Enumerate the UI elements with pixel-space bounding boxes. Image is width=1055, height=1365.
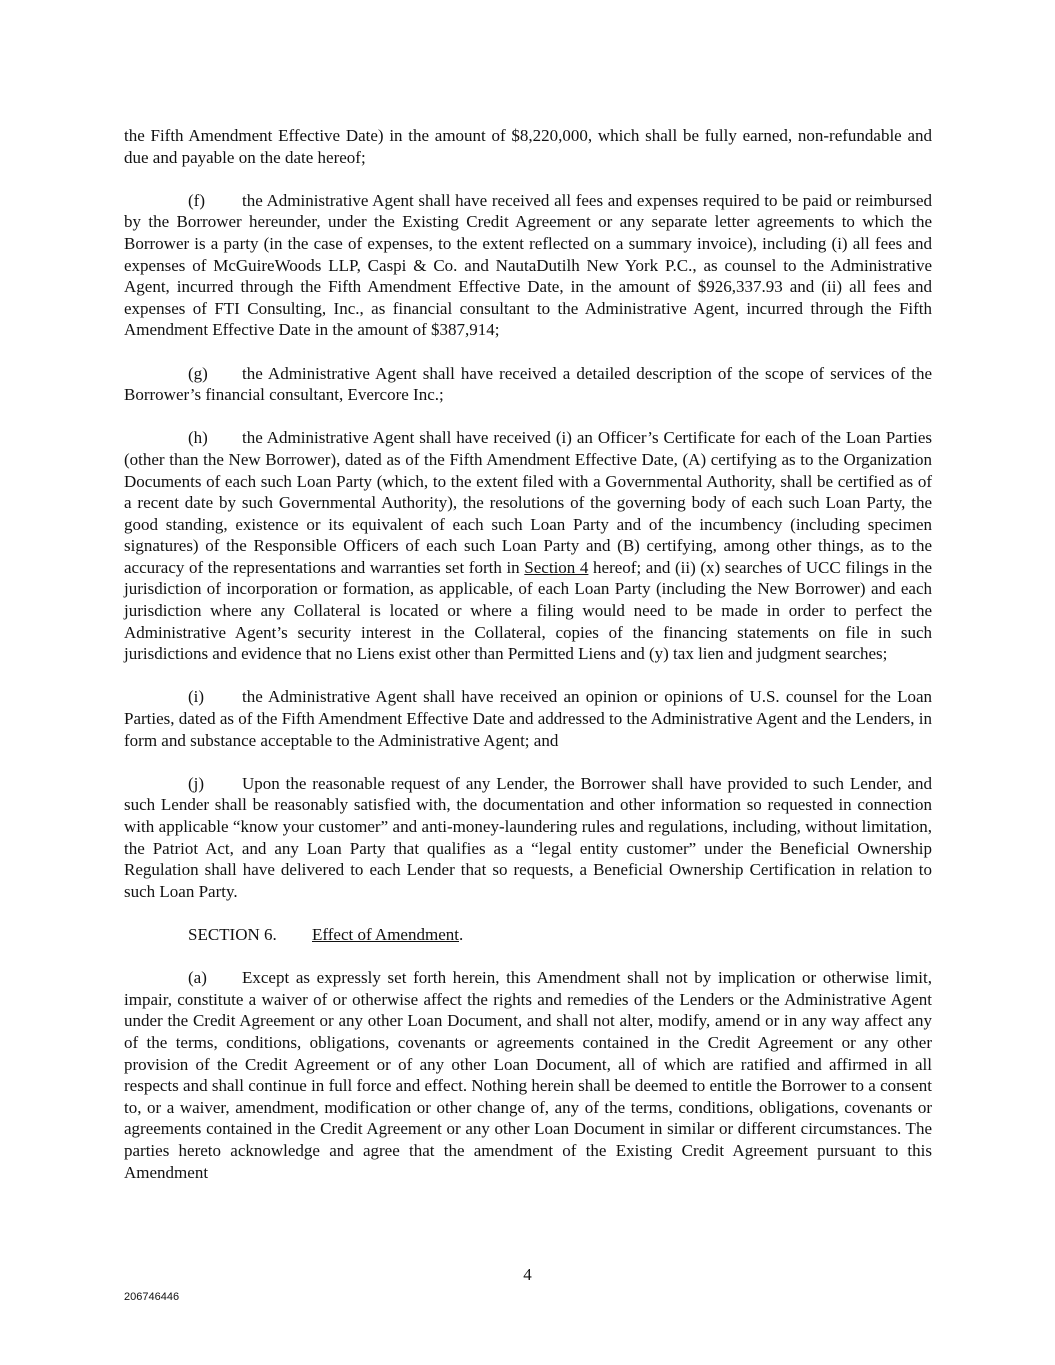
clause-text: hereof; and (ii) (x) searches of UCC filings in the jurisdiction of incorporation or formation, as applicable, of each Loan Party (including the New Borrower) and each jurisdiction where any Collateral is located or where a filing would need to be made in order to perfect the Administrative Agent’s security interest in the Collateral, copies of the financing statements on file in such jurisdictions and evidence that no Liens exist other than Permitted Liens and (y) tax lien and judgment searches; <box>124 557 933 664</box>
document-body <box>124 125 932 1205</box>
page-number: 4 <box>523 1265 532 1284</box>
clause-g <box>124 363 932 406</box>
section-title-period: . <box>458 924 464 944</box>
clause-j <box>124 773 932 903</box>
clause-label: (h) <box>188 428 208 448</box>
clause-text: Except as expressly set forth herein, this Amendment shall not by implication or otherwise limit, impair, constitute a waiver of or otherwise affect the rights and remedies of the Lenders or the Administrative Agent under the Credit Agreement or any other Loan Document, and shall not alter, modify, amend or in any way affect any of the terms, conditions, obligations, covenants or agreements contained in the Credit Agreement or any other provision of the Credit Agreement or of any other Loan Document, all of which are ratified and affirmed in all respects and shall continue in full force and effect. Nothing herein shall be deemed to entitle the Borrower to a consent to, or a waiver, amendment, modification or other change of, any of the terms, conditions, obligations, covenants or agreements contained in the Credit Agreement or any other Loan Document in similar or different circumstances. The parties hereto acknowledge and agree that the amendment of the Existing Credit Agreement pursuant to this Amendment <box>124 968 932 1182</box>
document-id: 206746446 <box>124 1291 180 1303</box>
section-6-heading <box>188 924 932 946</box>
section-title: Effect of Amendment <box>312 924 459 944</box>
clause-text: the Administrative Agent shall have received a detailed description of the scope of services of the Borrower’s financial consultant, Evercore Inc.; <box>124 363 932 405</box>
intro-paragraph: the Fifth Amendment Effective Date) in the amount of $8,220,000, which shall be fully earned, non-refundable and due and payable on the date hereof; <box>124 126 932 167</box>
clause-h <box>124 427 932 665</box>
section-number: SECTION 6. <box>188 924 277 944</box>
clause-label: (i) <box>188 687 205 707</box>
clause-label: (a) <box>188 968 207 988</box>
section-4-reference: Section 4 <box>524 557 589 577</box>
clause-i <box>124 686 932 751</box>
clause-f <box>124 190 932 341</box>
section-6-clause-a <box>124 967 932 1183</box>
clause-text: Upon the reasonable request of any Lender, the Borrower shall have provided to such Lender, and such Lender shall be reasonably satisfied with, the documentation and other information so requested in connection with applicable “know your customer” and anti-money-laundering rules and regulations, including, without limitation, the Patriot Act, and any Loan Party that qualifies as a “legal entity customer” under the Beneficial Ownership Regulation shall have delivered to each Lender that so requests, a Beneficial Ownership Certification in relation to such Loan Party. <box>124 773 932 901</box>
clause-text: the Administrative Agent shall have received all fees and expenses required to be paid or reimbursed by the Borrower hereunder, under the Existing Credit Agreement or any separate letter agreements to which the Borrower is a party (in the case of expenses, to the extent reflected on a summary invoice), including (i) all fees and expenses of McGuireWoods LLP, Caspi & Co. and NautaDutilh New York P.C., as counsel to the Administrative Agent, incurred through the Fifth Amendment Effective Date, in the amount of $926,337.93 and (ii) all fees and expenses of FTI Consulting, Inc., as financial consultant to the Administrative Agent, incurred through the Fifth Amendment Effective Date in the amount of $387,914; <box>124 190 932 340</box>
clause-text: the Administrative Agent shall have received (i) an Officer’s Certificate for each of the Loan Parties (other than the New Borrower), dated as of the Fifth Amendment Effective Date, (A) certifying as to the Organization Documents of each such Loan Party (which, to the extent filed with a Governmental Authority, shall be certified as of a recent date by such Governmental Authority), the resolutions of the governing body of each such Loan Party, the good standing, existence or its equivalent of each such Loan Party and of the incumbency (including specimen signatures) of the Responsible Officers of each such Loan Party and (B) certifying, among other things, as to the accuracy of the representations and warranties set forth in <box>124 428 932 577</box>
clause-label: (j) <box>188 773 205 793</box>
clause-label: (g) <box>188 363 208 383</box>
clause-text: the Administrative Agent shall have received an opinion or opinions of U.S. counsel for the Loan Parties, dated as of the Fifth Amendment Effective Date and addressed to the Administrative Agent and the Lenders, in form and substance acceptable to the Administrative Agent; and <box>124 687 932 750</box>
clause-label: (f) <box>188 190 205 210</box>
